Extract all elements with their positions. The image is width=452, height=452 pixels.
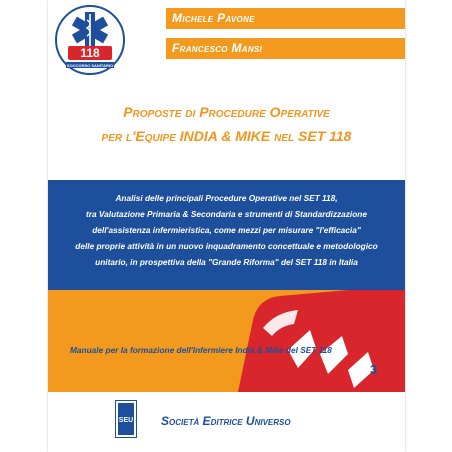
svg-text:SEU: SEU: [118, 417, 134, 424]
description-line: unitario, in prospettiva della "Grande Riforma" del SET 118 in Italia: [95, 257, 358, 267]
description-line: tra Valutazione Primaria & Secondaria e strumenti di Standardizzazione: [86, 209, 367, 219]
svg-text:SOCCORSO SANITARIO: SOCCORSO SANITARIO: [66, 63, 114, 68]
description-line: delle proprie attività in un nuovo inquadramento concettuale e metodologico: [75, 241, 378, 251]
description-line: dell'assistenza infermieristica, come mezzi per misurare "l'efficacia": [92, 225, 361, 235]
cover-illustration-band: [48, 290, 405, 392]
description-line: Analisi delle principali Procedure Operative nel SET 118,: [115, 193, 338, 203]
118-emergency-logo: [54, 4, 126, 76]
title-line: Proposte di Procedure Operative: [123, 104, 330, 120]
book-cover: [48, 0, 405, 452]
series-number: 3: [370, 362, 378, 377]
title-line: per l'Equipe INDIA & MIKE nel SET 118: [101, 128, 352, 144]
series-label: Manuale per la formazione dell'Infermiere India & Mike del SET 118: [70, 345, 332, 355]
author-name: Francesco Mansi: [166, 38, 405, 59]
author-name: Michele Pavone: [166, 8, 405, 29]
book-title: [48, 100, 405, 148]
svg-text:118: 118: [80, 46, 100, 60]
publisher-logo: [115, 400, 137, 438]
description-panel: [48, 180, 405, 290]
publisher-name: Società Editrice Universo: [161, 414, 291, 428]
ambulance-graphic: [48, 290, 405, 392]
